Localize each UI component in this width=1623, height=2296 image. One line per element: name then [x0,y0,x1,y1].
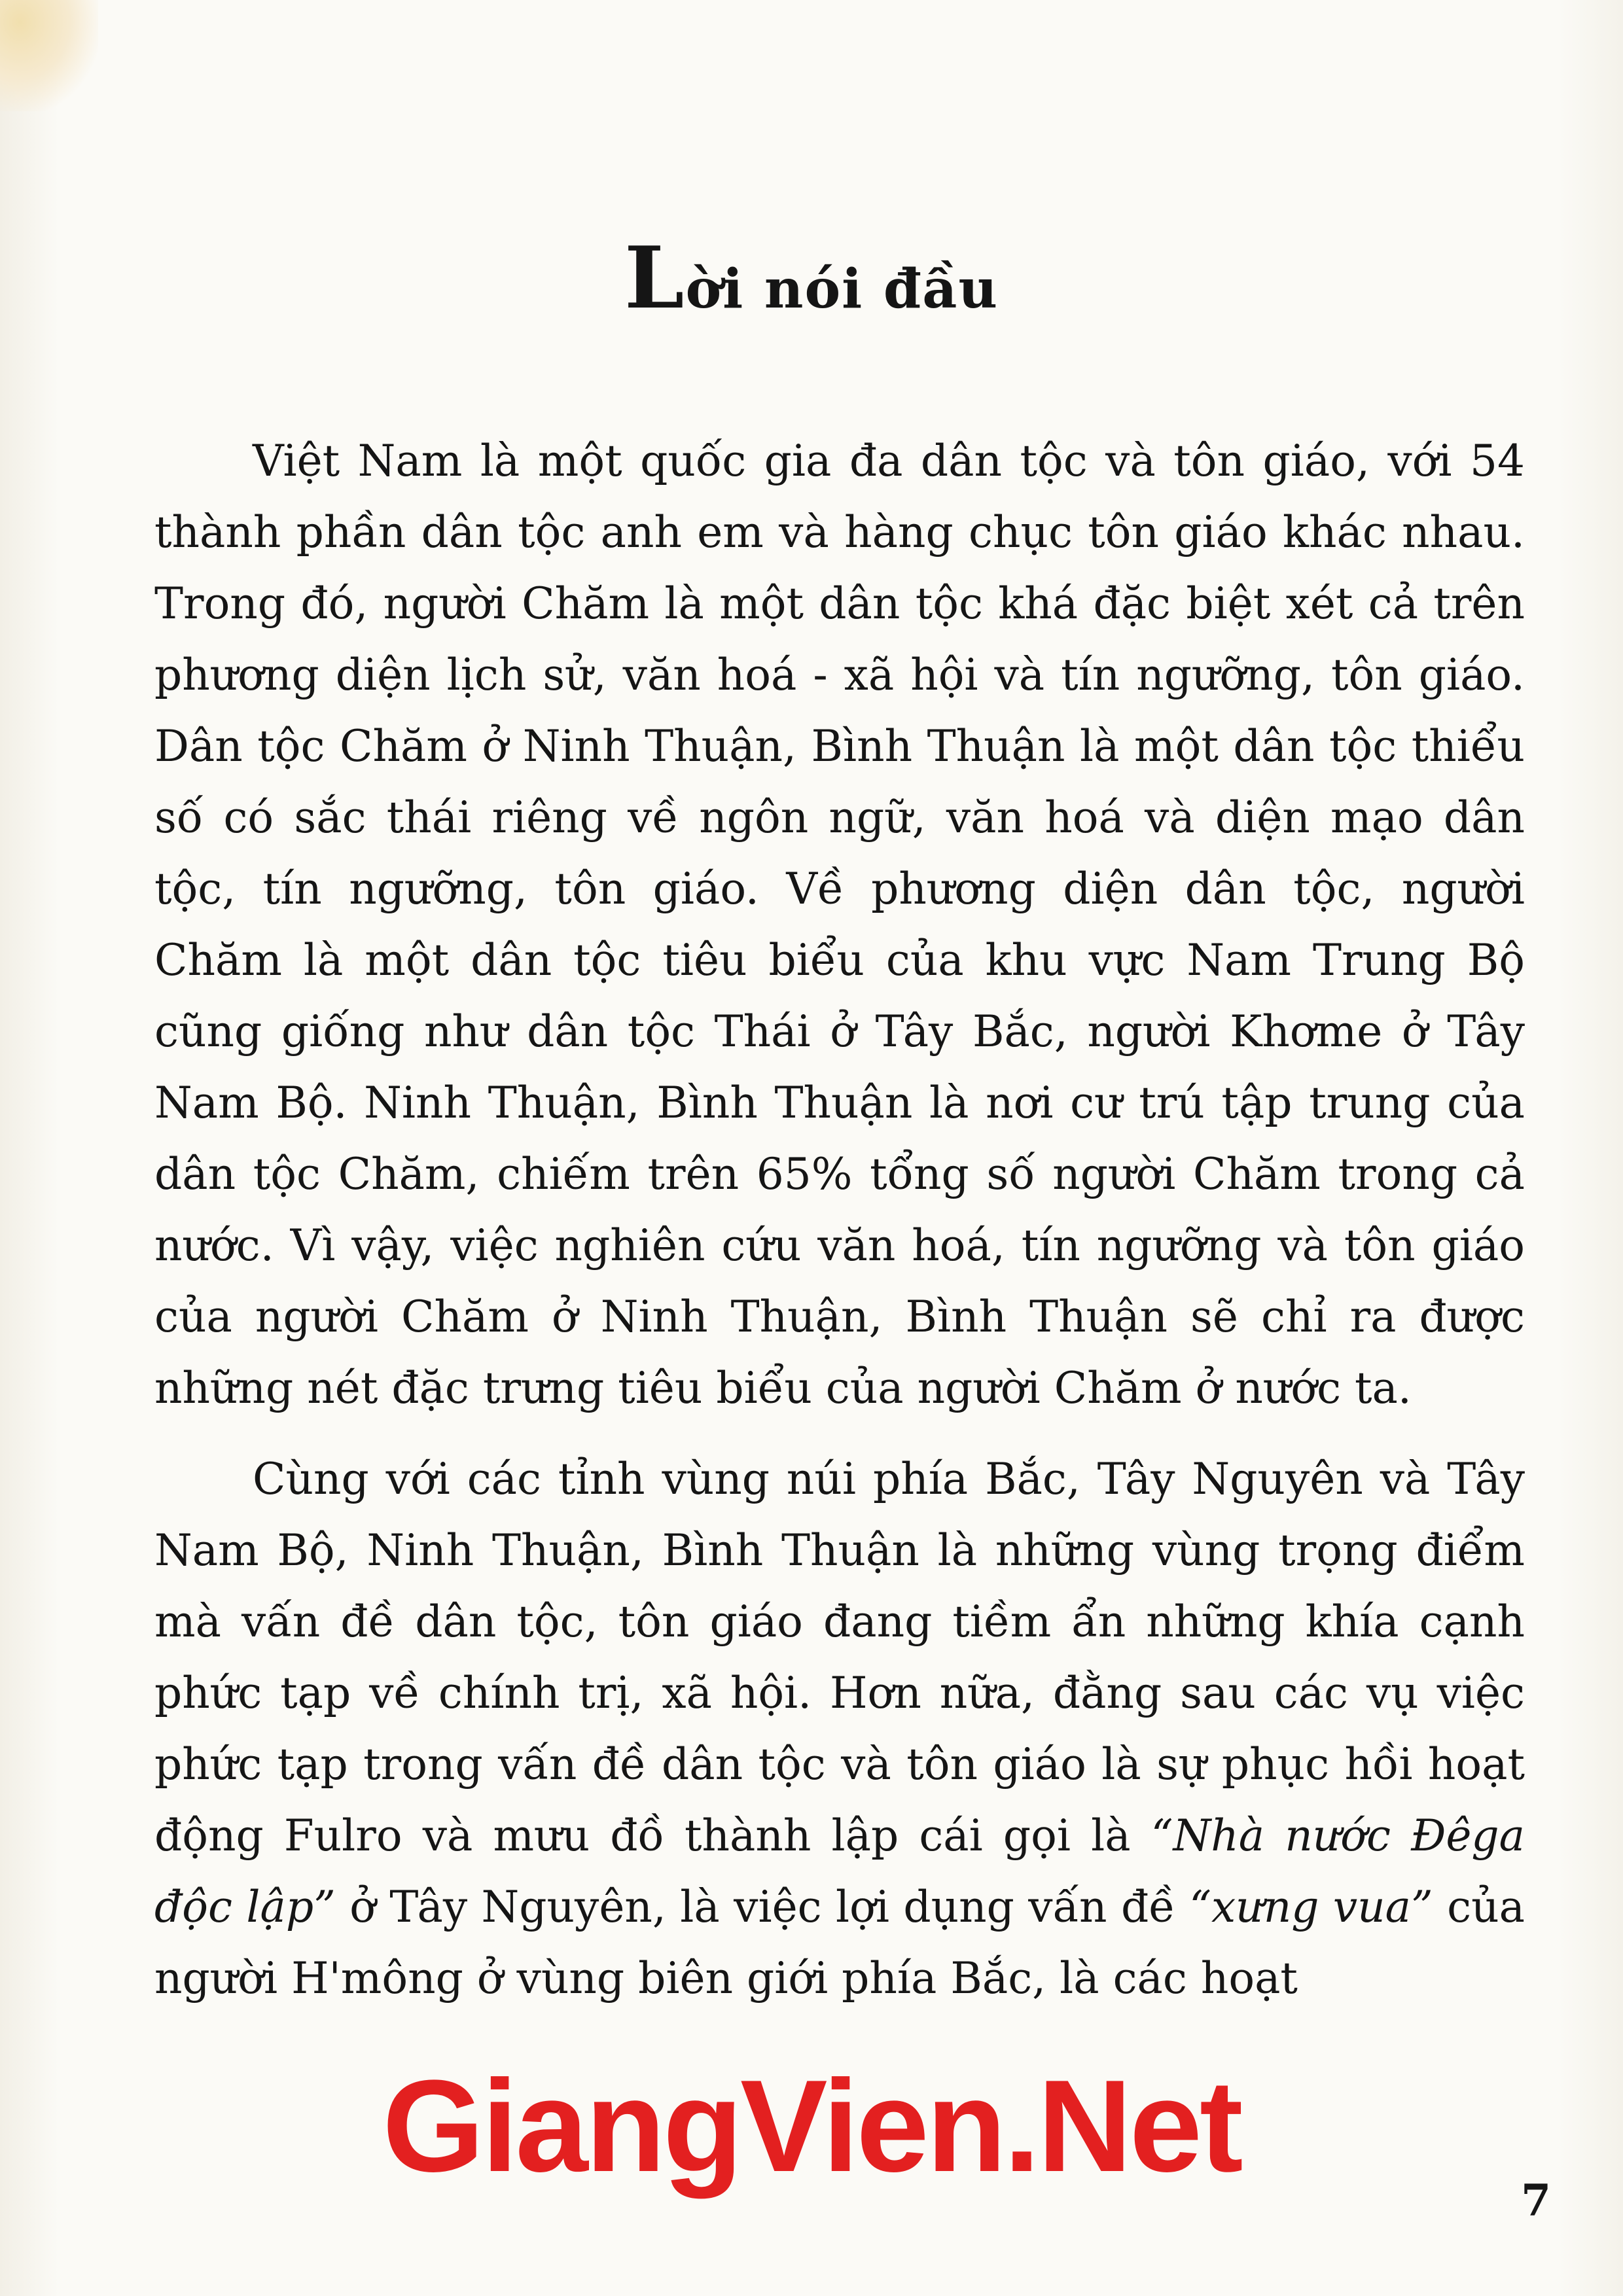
page-number: 7 [1521,2175,1551,2226]
paragraph-2-italic-dega: “Nhà nước Đêga độc lập” [154,1810,1525,1932]
paragraph-2 [154,1443,1525,2014]
paragraph-2-text-start: Cùng với các tỉnh vùng núi phía Bắc, Tây Nguyên và Tây Nam Bộ, Ninh Thuận, Bình Thuận là những vùng trọng điểm mà vấn đề dân tộc, tôn giáo đang tiềm ẩn những khía cạnh phức tạp về chính trị, xã hội. Hơn nữa, đằng sau các vụ việc phức tạp trong vấn đề dân tộc và tôn giáo là sự phục hồi hoạt động Fulro và mưu đồ thành lập cái gọi là [154,1454,1525,1861]
title-initial: L [624,228,686,328]
paragraph-1 [154,425,1525,1424]
paragraph-2-text-middle: ở Tây Nguyên, là việc lợi dụng vấn đề [335,1882,1190,1932]
paragraph-2-text-end: của người H'mông ở vùng biên giới phía Bắc, là các hoạt [154,1882,1525,2004]
paragraph-2-italic-xung-vua: “xưng vua” [1189,1882,1433,1932]
body-text [154,425,1525,2014]
page-title [0,228,1623,328]
title-rest: ời nói đầu [685,258,999,321]
paper-stain [0,0,98,111]
paragraph-1-text: Việt Nam là một quốc gia đa dân tộc và tôn giáo, với 54 thành phần dân tộc anh em và hàng chục tôn giáo khác nhau. Trong đó, người Chăm là một dân tộc khá đặc biệt xét cả trên phương diện lịch sử, văn hoá - xã hội và tín ngưỡng, tôn giáo. Dân tộc Chăm ở Ninh Thuận, Bình Thuận là một dân tộc thiểu số có sắc thái riêng về ngôn ngữ, văn hoá và diện mạo dân tộc, tín ngưỡng, tôn giáo. Về phương diện dân tộc, người Chăm là một dân tộc tiêu biểu của khu vực Nam Trung Bộ cũng giống như dân tộc Thái ở Tây Bắc, người Khơme ở Tây Nam Bộ. Ninh Thuận, Bình Thuận là nơi cư trú tập trung của dân tộc Chăm, chiếm trên 65% tổng số người Chăm trong cả nước. Vì vậy, việc nghiên cứu văn hoá, tín ngưỡng và tôn giáo của người Chăm ở Ninh Thuận, Bình Thuận sẽ chỉ ra được những nét đặc trưng tiêu biểu của người Chăm ở nước ta. [154,436,1525,1413]
watermark-logo: GiangVien.Net [382,2053,1241,2199]
